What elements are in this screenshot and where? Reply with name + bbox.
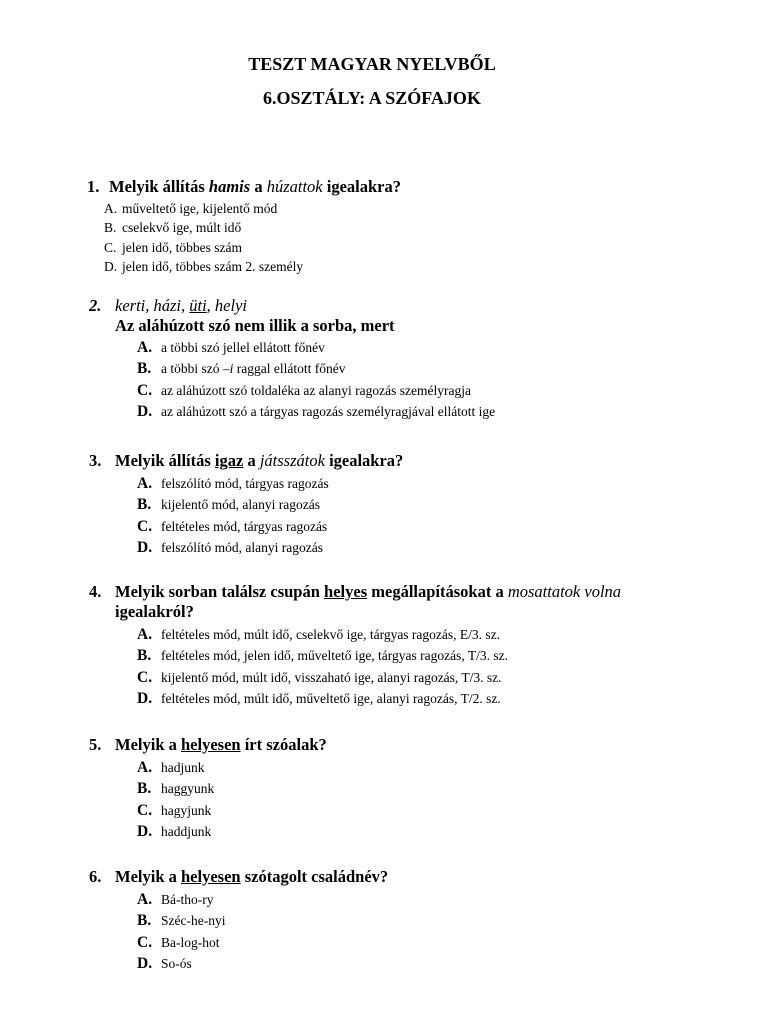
option-text: a többi szó jellel ellátott főnév xyxy=(161,340,325,355)
answer-options xyxy=(89,337,495,423)
question-segment: helyesen xyxy=(181,867,241,886)
option-letter: A. xyxy=(137,891,153,908)
answer-option-b xyxy=(87,218,401,237)
option-text: haddjunk xyxy=(161,824,212,840)
answer-options xyxy=(89,473,403,559)
answer-option-c xyxy=(89,516,403,537)
question-text xyxy=(89,735,327,755)
question-segment: Az aláhúzott szó nem illik a sorba, mert xyxy=(115,316,395,335)
option-text-italic: –i xyxy=(222,361,234,377)
document-title: TESZT MAGYAR NYELVBŐL xyxy=(248,54,496,74)
option-letter: B. xyxy=(104,220,117,236)
document-subtitle: 6.OSZTÁLY: A SZÓFAJOK xyxy=(263,88,481,108)
option-letter: D. xyxy=(137,823,153,841)
option-letter: A. xyxy=(137,339,153,356)
question-segment: hamis xyxy=(208,177,251,196)
answer-option-b xyxy=(89,358,495,379)
question-segment: játsszátok xyxy=(259,451,325,470)
option-text: Bá-tho-ry xyxy=(161,892,214,907)
option-text: hagyjunk xyxy=(161,802,212,818)
option-text: feltételes mód, jelen idő, műveltető ige, tárgyas ragozás, T/3. sz. xyxy=(161,648,509,664)
answer-option-d xyxy=(89,537,403,558)
answer-option-d xyxy=(89,953,388,974)
question-text xyxy=(89,451,403,471)
question-number: 3. xyxy=(89,451,102,470)
question-segment: igaz xyxy=(214,451,244,470)
question-text xyxy=(87,177,401,197)
answer-option-b xyxy=(89,645,621,666)
option-letter: C. xyxy=(137,801,153,819)
answer-option-a xyxy=(89,624,621,645)
option-text: az aláhúzott szó a tárgyas ragozás személyragjával ellátott ige xyxy=(161,404,496,420)
question-segment: igealakra? xyxy=(322,177,401,196)
question-text xyxy=(89,867,388,887)
question-2 xyxy=(89,296,495,423)
option-letter: C. xyxy=(104,239,117,255)
question-segment: üti xyxy=(189,296,207,315)
question-segment: megállapításokat a xyxy=(367,582,508,601)
question-number: 1. xyxy=(87,177,100,196)
option-text: kijelentő mód, múlt idő, visszaható ige, alanyi ragozás, T/3. sz. xyxy=(161,669,502,685)
option-text: jelen idő, többes szám 2. személy xyxy=(122,259,304,275)
option-letter: A. xyxy=(137,475,153,492)
option-text: Széc-he-nyi xyxy=(161,913,226,929)
question-text xyxy=(89,582,621,602)
option-letter: A. xyxy=(137,759,153,776)
option-letter: C. xyxy=(137,668,153,686)
answer-option-a xyxy=(89,337,495,358)
question-segment: igealakról? xyxy=(115,602,194,621)
question-5 xyxy=(89,735,327,843)
answer-options xyxy=(89,889,388,975)
question-segment: igealakra? xyxy=(324,451,404,470)
answer-option-c xyxy=(89,667,621,688)
answer-option-c xyxy=(89,380,495,401)
answer-option-d xyxy=(87,257,401,276)
question-segment: húzattok xyxy=(266,177,323,196)
answer-option-c xyxy=(87,238,401,257)
question-6 xyxy=(89,867,388,975)
option-text: kijelentő mód, alanyi ragozás xyxy=(161,497,320,513)
question-segment: helyes xyxy=(324,582,368,601)
option-text: feltételes mód, múlt idő, cselekvő ige, tárgyas ragozás, E/3. sz. xyxy=(161,627,501,642)
question-4 xyxy=(89,582,621,710)
question-text-line-2 xyxy=(89,602,621,622)
option-text: haggyunk xyxy=(161,781,215,797)
option-text: So-ós xyxy=(161,956,192,972)
question-segment: Melyik sorban találsz csupán xyxy=(115,582,325,601)
answer-option-a xyxy=(89,757,327,778)
answer-option-a xyxy=(89,473,403,494)
question-segment: szótagolt családnév? xyxy=(240,867,389,886)
option-text: raggal ellátott főnév xyxy=(233,361,346,377)
answer-options xyxy=(89,757,327,843)
answer-options xyxy=(89,624,621,710)
answer-option-d xyxy=(89,821,327,842)
question-number: 6. xyxy=(89,867,102,886)
option-letter: A. xyxy=(137,626,153,643)
answer-option-d xyxy=(89,401,495,422)
question-segment: a xyxy=(243,451,260,470)
question-segment: , helyi xyxy=(206,296,247,315)
option-letter: D. xyxy=(104,259,118,275)
option-letter: C. xyxy=(137,933,153,951)
option-text: felszólító mód, tárgyas ragozás xyxy=(161,476,329,491)
answer-option-a xyxy=(87,199,401,218)
question-number: 5. xyxy=(89,735,102,754)
option-letter: D. xyxy=(137,539,153,557)
option-letter: A. xyxy=(104,201,118,216)
option-letter: C. xyxy=(137,381,153,399)
option-letter: B. xyxy=(137,496,152,514)
question-3 xyxy=(89,451,403,559)
question-segment: Melyik a xyxy=(115,867,181,886)
option-text: Ba-log-hot xyxy=(161,934,220,950)
option-text: feltételes mód, múlt idő, műveltető ige, alanyi ragozás, T/2. sz. xyxy=(161,691,501,707)
question-segment: helyesen xyxy=(181,735,241,754)
question-segment: mosattatok volna xyxy=(507,582,622,601)
option-letter: B. xyxy=(137,780,152,798)
option-letter: D. xyxy=(137,690,153,708)
option-letter: C. xyxy=(137,517,153,535)
answer-option-b xyxy=(89,494,403,515)
option-letter: B. xyxy=(137,360,152,378)
question-segment: Melyik állítás xyxy=(109,177,209,196)
option-text: hadjunk xyxy=(161,760,205,775)
question-number: 4. xyxy=(89,582,102,601)
answer-option-c xyxy=(89,932,388,953)
option-text: az aláhúzott szó toldaléka az alanyi ragozás személyragja xyxy=(161,382,471,398)
answer-options xyxy=(87,199,401,277)
question-text-line-2 xyxy=(89,316,495,336)
option-text: jelen idő, többes szám xyxy=(122,239,242,255)
question-number: 2. xyxy=(89,296,102,315)
answer-option-d xyxy=(89,688,621,709)
question-segment: írt szóalak? xyxy=(240,735,327,754)
answer-option-c xyxy=(89,800,327,821)
question-text xyxy=(89,296,495,316)
answer-option-b xyxy=(89,910,388,931)
option-text: műveltető ige, kijelentő mód xyxy=(122,201,278,216)
option-letter: B. xyxy=(137,912,152,930)
answer-option-a xyxy=(89,889,388,910)
option-text: felszólító mód, alanyi ragozás xyxy=(161,540,323,556)
option-letter: D. xyxy=(137,403,153,421)
question-1 xyxy=(87,177,401,277)
question-segment: kerti, házi, xyxy=(115,296,190,315)
option-text: feltételes mód, tárgyas ragozás xyxy=(161,518,328,534)
option-text: a többi szó xyxy=(161,361,223,377)
answer-option-b xyxy=(89,778,327,799)
option-text: cselekvő ige, múlt idő xyxy=(122,220,242,236)
question-segment: Melyik állítás xyxy=(115,451,215,470)
option-letter: D. xyxy=(137,955,153,973)
question-segment: a xyxy=(250,177,267,196)
question-segment: Melyik a xyxy=(115,735,181,754)
option-letter: B. xyxy=(137,647,152,665)
